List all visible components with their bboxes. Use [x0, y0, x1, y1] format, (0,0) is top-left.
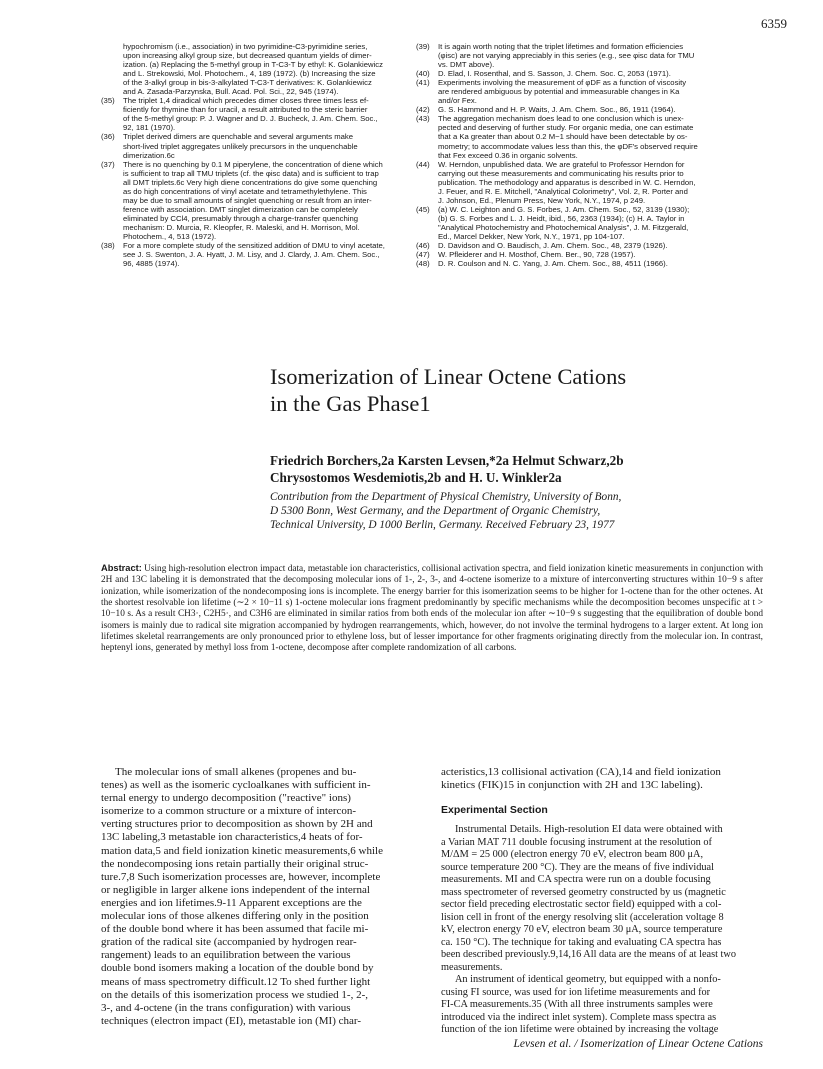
footnote-text: mometry; to accommodate values less than this, the φDF's observed require [438, 141, 698, 151]
footnote-text: J. Feuer, and R. E. Mitchell, "Analytical Colorimetry", Vol. 2, R. Porter and [438, 186, 688, 196]
footnote-text: hypochromism (i.e., association) in two pyrimidine-C3-pyrimidine series, [123, 42, 368, 51]
right-footnote-line [416, 178, 765, 187]
footnote-number: (42) [416, 105, 430, 115]
authors-line-1: Friedrich Borchers,2a Karsten Levsen,*2a Helmut Schwarz,2b [270, 453, 624, 468]
body-text-line: tenes) as well as the isomeric cycloalkanes with sufficient in- [101, 779, 371, 792]
footnote-number: (41) [416, 78, 430, 88]
left-footnote-line [101, 241, 403, 250]
footnote-text: short-lived triplet aggregates unlikely precursors in the unquenchable [123, 141, 358, 151]
footnote-text: D. Elad, I. Rosenthal, and S. Sasson, J. Chem. Soc. C, 2053 (1971). [438, 69, 671, 79]
footnote-number: (45) [416, 204, 430, 214]
footnote-text: Triplet derived dimers are quenchable and several arguments make [123, 132, 354, 142]
footnote-text: of the 5-methyl group: P. J. Wagner and D. J. Bucheck, J. Am. Chem. Soc., [123, 114, 378, 124]
right-footnote-line [416, 78, 765, 87]
left-footnote-line [101, 42, 403, 51]
footnote-text: ficiently for thymine than for uracil, a result attributed to the steric barrier [123, 105, 368, 115]
experimental-text-line: measurements. MI and CA spectra were run on a double focusing [441, 874, 711, 886]
body-text-line: 3-, and 4-octene (in the trans configuration) with various [101, 1001, 351, 1014]
abstract-label: Abstract: [101, 563, 142, 573]
right-footnote-line [416, 142, 765, 151]
footnote-text: eliminated by CCl4, presumably through a charge-transfer quenching [123, 213, 359, 223]
footnote-text: and/or Fex. [438, 96, 477, 106]
footnote-text: pected and deserving of further study. For organic media, one can estimate [438, 123, 694, 133]
footnote-text: carrying out these measurements and communicating his results prior to [438, 168, 684, 178]
footnote-text: see J. S. Swenton, J. A. Hyatt, J. M. Lisy, and J. Clardy, J. Am. Chem. Soc., [123, 250, 380, 260]
experimental-text-line: measurements. [441, 961, 503, 973]
body-text-line: gration of the radical site (accompanied by hydrogen rear- [101, 936, 357, 949]
article-title [270, 363, 750, 417]
left-footnote-line [101, 60, 403, 69]
left-footnote-line [101, 214, 403, 223]
footnote-number: (37) [101, 159, 115, 169]
body-text-line: ternal energy to undergo decomposition ("reactive" ions) [101, 792, 351, 805]
body-text-line: 13C labeling,3 metastable ion characteristics,4 heats of for- [101, 831, 363, 844]
footnote-number: (40) [416, 69, 430, 79]
affiliation [270, 490, 750, 533]
footnote-text: (b) G. S. Forbes and L. J. Heidt, ibid., 56, 2363 (1934); (c) H. A. Taylor in [438, 213, 685, 223]
footnote-number: (47) [416, 250, 430, 260]
footnote-text: dimerization.6c [123, 150, 175, 160]
experimental-text-line: cusing FI source, was used for ion lifetime measurements and for [441, 986, 711, 998]
footnote-text: J. Johnson, Ed., Plenum Press, New York, N.Y., 1974, p 249. [438, 195, 646, 205]
body-left-column [101, 766, 421, 1028]
right-footnote-line [416, 205, 765, 214]
footnote-text: G. S. Hammond and H. P. Waits, J. Am. Chem. Soc., 86, 1911 (1964). [438, 105, 676, 115]
body-text-line: verting structures prior to decomposition as shown by 2H and [101, 818, 373, 831]
footnote-text: ization. (a) Replacing the 5-methyl group in T-C3-T by ethyl: K. Golankiewicz [123, 60, 383, 70]
footnote-text: is sufficient to trap all TMU triplets (cf. the φisc data) and is sufficient to trap [123, 168, 379, 178]
footnote-text: Experiments involving the measurement of φDF as a function of viscosity [438, 78, 687, 88]
abstract [101, 563, 763, 655]
abstract-text: Using high-resolution electron impact data, metastable ion characteristics, collisional activation spectra, and field ionization kinetic measurements in conjunction with 2H and 13C labeling it is demonstrated that the decomposing molecular ions of 1-, 2-, 3-, and 4-octene isomerize to a mixture of interconverting structures within 10−9 s after ionization, while isomerization of the nondecomposing ions is incomplete. The energy barrier for this isomerization seems to be higher for 1-octene than for the other octenes. At the shortest resolvable ion lifetime (∼2 × 10−11 s) 1-octene molecular ions fragment predominantly by specific mechanisms while the decomposition becomes unspecific at t > 10−10 s. As a result CH3·, C2H5·, and C3H6 are eliminated in similar ratios from both ends of the molecular ion after ∼10−9 s suggesting that the equilibration of double bond isomers is mainly due to radical site migration accompanied by hydrogen rearrangements, which, however, do not involve the terminal hydrogens to a larger extent. At long ion lifetimes skeletal rearrangements are only pronounced prior to ethylene loss, but of lesser importance for other fragments originating directly from the molecular ion. In contrast, heptenyl ions, generated by methyl loss from 1-octene, decompose after complete randomization of all carbons. [101, 564, 763, 654]
footnote-text: may be due to small amounts of singlet quenching or result from an inter- [123, 195, 372, 205]
footnote-text: "Analytical Photochemistry and Photochemical Analysis", J. M. Fitzgerald, [438, 222, 689, 232]
body-text-line: rangement) leads to an equilibration between the various [101, 949, 351, 962]
body-text-line: acteristics,13 collisional activation (CA),14 and field ionization [441, 766, 721, 778]
right-footnote-line [416, 105, 765, 114]
footnote-number: (46) [416, 241, 430, 251]
footnote-text: that a Ka greater than about 0.2 M−1 should have been detectable by os- [438, 132, 688, 142]
footnote-text: as do high concentrations of vinyl acetate and tetramethylethylene. This [123, 186, 367, 196]
body-text-line: kinetics (FIK)15 in conjunction with 2H and 13C labeling). [441, 779, 703, 792]
left-footnote-line [101, 123, 403, 132]
left-footnote-line [101, 250, 403, 259]
footnote-text: 96, 4885 (1974). [123, 259, 180, 269]
right-footnote-line [416, 241, 765, 250]
footnote-text: (a) W. C. Leighton and G. S. Forbes, J. Am. Chem. Soc., 52, 3139 (1930); [438, 204, 690, 214]
footnote-text: publication. The methodology and apparatus is described in W. C. Herndon, [438, 177, 696, 187]
right-footnote-line [416, 223, 765, 232]
body-text-line: means of mass spectrometry difficult.12 To shed further light [101, 975, 371, 988]
left-footnote-line [101, 87, 403, 96]
footnote-text: ference with association. DMT singlet dimerization can be completely [123, 204, 358, 214]
left-footnote-line [101, 160, 403, 169]
footnote-text: The aggregation mechanism does lead to one conclusion which is unex- [438, 114, 684, 124]
footnote-text: W. Herndon, unpublished data. We are grateful to Professor Herndon for [438, 159, 685, 169]
running-footer: Levsen et al. / Isomerization of Linear Octene Cations [513, 1038, 763, 1050]
footnote-number: (38) [101, 241, 115, 251]
experimental-text-line: Instrumental Details. High-resolution EI data were obtained with [455, 824, 723, 836]
body-text-line: double bond isomers making a location of the double bond by [101, 962, 374, 975]
body-text-line: energies and ion lifetimes.9-11 Apparent exceptions are the [101, 896, 362, 909]
experimental-text-line: introduced via the indirect inlet system). Complete mass spectra as [441, 1011, 717, 1023]
right-footnote-line [416, 42, 765, 51]
left-footnote-line [101, 105, 403, 114]
experimental-text-line: lision cell in front of the energy resolving slit (acceleration voltage 8 [441, 911, 724, 923]
experimental-text-line: been described previously.9,14,16 All data are the means of at least two [441, 949, 736, 961]
experimental-text-line: FI-CA measurements.35 (With all three instruments samples were [441, 999, 713, 1011]
footnote-text: There is no quenching by 0.1 M piperylene, the concentration of diene which [123, 159, 383, 169]
right-footnote-line [416, 160, 765, 169]
footnote-text: The triplet 1,4 diradical which precedes dimer closes three times less ef- [123, 96, 369, 106]
footnote-text: D. Davidson and O. Baudisch, J. Am. Chem. Soc., 48, 2379 (1926). [438, 241, 668, 251]
right-footnote-line [416, 51, 765, 60]
experimental-text-line: An instrument of identical geometry, but equipped with a nonfo- [455, 974, 721, 986]
footnote-number: (36) [101, 132, 115, 142]
right-footnote-line [416, 87, 765, 96]
left-footnote-line [101, 132, 403, 141]
footnote-text: For a more complete study of the sensitized addition of DMU to vinyl acetate, [123, 241, 385, 251]
left-footnote-line [101, 69, 403, 78]
footnote-text: D. R. Coulson and N. C. Yang, J. Am. Chem. Soc., 88, 4511 (1966). [438, 259, 668, 269]
affiliation-line-3: Technical University, D 1000 Berlin, Germany. Received February 23, 1977 [270, 519, 615, 532]
right-footnote-line [416, 196, 765, 205]
left-footnote-line [101, 196, 403, 205]
footnote-text: It is again worth noting that the triplet lifetimes and formation efficiencies [438, 42, 684, 51]
left-footnote-line [101, 169, 403, 178]
left-footnote-line [101, 178, 403, 187]
experimental-text-line: source temperature 200 °C). They are the means of five individual [441, 861, 714, 873]
footnote-number: (48) [416, 259, 430, 269]
left-footnote-line [101, 223, 403, 232]
right-footnote-line [416, 151, 765, 160]
footnote-text: 92, 181 (1970). [123, 123, 176, 133]
footnote-number: (39) [416, 42, 430, 51]
body-right-column [441, 766, 763, 1037]
body-text-line: ture.7,8 Such isomerization processes are, however, incomplete [101, 870, 381, 883]
left-footnote-line [101, 259, 403, 268]
footnote-text: (φisc) are not varying appreciably in this series (e.g., see φisc data for TMU [438, 51, 695, 61]
right-footnote-line [416, 96, 765, 105]
right-footnote-line [416, 187, 765, 196]
body-text-line: The molecular ions of small alkenes (propenes and bu- [115, 766, 357, 778]
body-text-line: of the double bond where it has been assumed that facile mi- [101, 923, 369, 936]
experimental-text-line: a Varian MAT 711 double focusing instrument at the resolution of [441, 836, 712, 848]
affiliation-line-1: Contribution from the Department of Physical Chemistry, University of Bonn, [270, 491, 622, 503]
section-heading: Experimental Section [441, 804, 548, 817]
footnote-text: and L. Strekowski, Mol. Photochem., 4, 189 (1972). (b) Increasing the size [123, 69, 376, 79]
right-footnote-line [416, 123, 765, 132]
experimental-text-line: kV, electron energy 70 eV, electron beam 30 μA, source temperature [441, 924, 723, 936]
right-footnote-line [416, 232, 765, 241]
right-footnote-line [416, 250, 765, 259]
footnote-text: Ed., Marcel Dekker, New York, N.Y., 1971, pp 104-107. [438, 231, 625, 241]
affiliation-line-2: D 5300 Bonn, West Germany, and the Department of Organic Chemistry, [270, 505, 601, 518]
left-footnote-line [101, 187, 403, 196]
footnote-text: vs. DMT above). [438, 60, 495, 70]
experimental-text-line: M/ΔM = 25 000 (electron energy 70 eV, electron beam 800 μA, [441, 849, 704, 861]
article-title-line-2: in the Gas Phase1 [270, 391, 431, 416]
footnote-text: mechanism: D. Murcia, R. Kleopfer, R. Maleski, and H. Morrison, Mol. [123, 222, 360, 232]
right-footnote-line [416, 114, 765, 123]
body-text-line: the nondecomposing ions retain partially their original struc- [101, 857, 369, 870]
experimental-text-line: mass spectrometer of reversed geometry constructed by us (magnetic [441, 886, 726, 898]
footnote-number: (35) [101, 96, 115, 106]
right-footnote-line [416, 60, 765, 69]
left-footnote-line [101, 151, 403, 160]
footnotes-left-column [101, 42, 403, 268]
author-list [270, 452, 750, 486]
footnote-text: all DMT triplets.6c Very high diene concentrations do give some quenching [123, 177, 378, 187]
page-number: 6359 [761, 16, 787, 31]
left-footnote-line [101, 51, 403, 60]
footnote-text: Photochem., 4, 513 (1972). [123, 231, 217, 241]
footnote-text: are rendered ambiguous by potential and immeasurable changes in Ka [438, 87, 680, 97]
right-footnote-line [416, 259, 765, 268]
left-footnote-line [101, 142, 403, 151]
footnote-text: and A. Zasada-Parzynska, Bull. Acad. Pol. Sci., 22, 945 (1974). [123, 87, 339, 97]
footnote-text: upon increasing alkyl group size, but decreased quantum yields of dimer- [123, 51, 372, 61]
footnotes-right-column [416, 42, 765, 268]
body-text-line: on the details of this isomerization process we studied 1-, 2-, [101, 988, 368, 1001]
right-footnote-line [416, 214, 765, 223]
left-footnote-line [101, 114, 403, 123]
footnote-text: that Fex exceed 0.36 in organic solvents. [438, 150, 578, 160]
body-text-line: isomerize to a common structure or a mixture of intercon- [101, 805, 357, 818]
experimental-text-line: sector field preceding electrostatic sector field) equipped with a col- [441, 899, 722, 911]
left-footnote-line [101, 96, 403, 105]
footnote-number: (43) [416, 114, 430, 124]
right-footnote-line [416, 132, 765, 141]
article-title-line-1: Isomerization of Linear Octene Cations [270, 364, 627, 389]
footnote-number: (44) [416, 159, 430, 169]
authors-line-2: Chrysostomos Wesdemiotis,2b and H. U. Winkler2a [270, 470, 562, 485]
experimental-text-line: ca. 150 °C). The technique for taking and evaluating CA spectra has [441, 936, 722, 948]
right-footnote-line [416, 169, 765, 178]
footnote-text: of the 3-alkyl group in bis-3-alkylated T-C3-T derivatives: K. Golankiewicz [123, 78, 372, 88]
body-text-line: or negligible in larger alkene ions independent of the internal [101, 883, 370, 896]
right-footnote-line [416, 69, 765, 78]
body-text-line: techniques (electron impact (EI), metastable ion (MI) char- [101, 1014, 361, 1027]
experimental-text-line: function of the ion lifetime were obtained by increasing the voltage [441, 1024, 719, 1036]
left-footnote-line [101, 205, 403, 214]
footnote-text: W. Pfleiderer and H. Mosthof, Chem. Ber., 90, 728 (1957). [438, 250, 636, 260]
body-text-line: molecular ions of those alkenes differing only in the position [101, 910, 369, 923]
left-footnote-line [101, 78, 403, 87]
left-footnote-line [101, 232, 403, 241]
body-text-line: mation data,5 and field ionization kinetic measurements,6 while [101, 844, 383, 857]
